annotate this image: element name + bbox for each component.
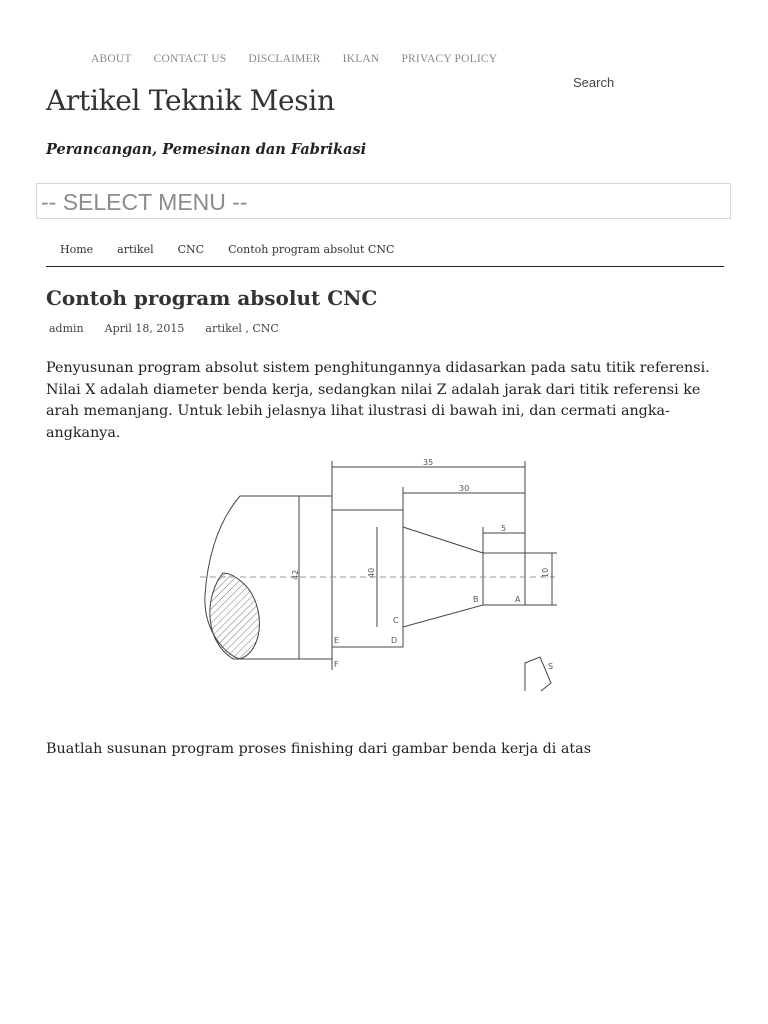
point-d: D — [391, 636, 398, 645]
hatched-section — [210, 573, 260, 659]
dia-label-mid: 40 — [367, 567, 376, 578]
nav-link-privacy-policy[interactable]: PRIVACY POLICY — [401, 53, 498, 65]
point-f: F — [334, 660, 339, 669]
post-category-artikel[interactable]: artikel — [205, 322, 242, 335]
breadcrumb-artikel[interactable]: artikel — [117, 243, 154, 256]
breadcrumb-current-page: Contoh program absolut CNC — [228, 243, 395, 256]
nav-link-disclaimer[interactable]: DISCLAIMER — [248, 53, 321, 65]
point-e: E — [334, 636, 340, 645]
site-title[interactable]: Artikel Teknik Mesin — [46, 84, 335, 117]
top-navigation — [91, 53, 519, 65]
site-tagline: Perancangan, Pemesinan dan Fabrikasi — [46, 141, 367, 158]
post-date: April 18, 2015 — [104, 322, 185, 335]
breadcrumb-cnc[interactable]: CNC — [177, 243, 205, 256]
search-link[interactable]: Search — [573, 75, 615, 90]
point-b: B — [473, 595, 479, 604]
post-body-paragraph: Penyusunan program absolut sistem penghitungannya didasarkan pada satu titik referensi. Nilai X adalah diameter benda kerja, sedangkan nilai Z adalah jarak dari titik referensi ke arah memanjang. Untuk lebih jelasnya lihat ilustrasi di bawah ini, dan cermati angka-angkanya. — [46, 360, 710, 441]
select-menu-dropdown[interactable]: -- SELECT MENU -- — [36, 183, 731, 219]
point-a: A — [515, 595, 521, 604]
dia-label-small: 10 — [541, 567, 550, 578]
breadcrumb — [46, 243, 724, 267]
point-s: S — [548, 662, 554, 671]
nav-link-about[interactable]: ABOUT — [91, 53, 132, 65]
breadcrumb-home[interactable]: Home — [60, 243, 94, 256]
nav-link-contact-us[interactable]: CONTACT US — [153, 53, 227, 65]
technical-drawing-figure — [195, 455, 665, 695]
nav-link-iklan[interactable]: IKLAN — [342, 53, 380, 65]
dim-label-mid: 30 — [459, 484, 470, 493]
post-task-paragraph: Buatlah susunan program proses finishing dari gambar benda kerja di atas — [46, 741, 592, 757]
category-separator: , — [241, 322, 253, 335]
point-c: C — [393, 616, 399, 625]
dim-label-small: 5 — [501, 524, 507, 533]
post-title: Contoh program absolut CNC — [46, 286, 378, 310]
post-meta — [46, 322, 279, 335]
post-category-cnc[interactable]: CNC — [252, 322, 279, 335]
post-author[interactable]: admin — [49, 322, 84, 335]
dia-label-large: 42 — [291, 569, 300, 580]
dim-label-total: 35 — [423, 458, 434, 467]
